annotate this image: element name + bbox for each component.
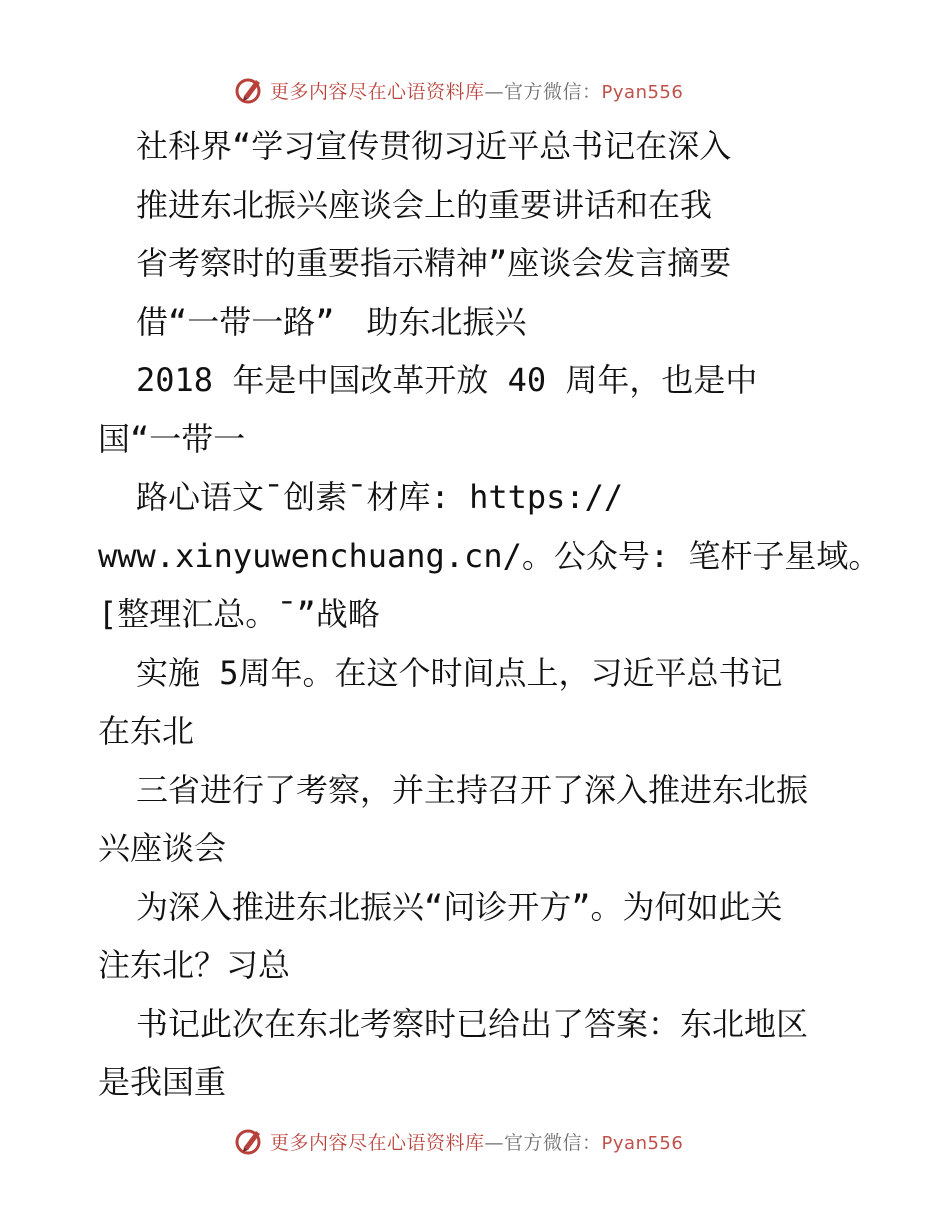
text-line: 三省进行了考察，并主持召开了深入推进东北振 — [136, 770, 809, 809]
text-line: 兴座谈会 — [98, 829, 227, 867]
footer-watermark — [234, 1123, 754, 1159]
text-line: 省考察时的重要指示精神”座谈会发言摘要 — [136, 244, 732, 282]
pen-logo-icon — [234, 1125, 266, 1157]
text-line: 注东北？习总 — [98, 946, 291, 984]
watermark-wechat-id: Pyan556 — [601, 1132, 684, 1154]
watermark-label: 官方微信： — [504, 80, 602, 103]
header-watermark — [234, 72, 754, 108]
text-line: 国“一带一 — [98, 419, 246, 458]
text-line: 在东北 — [98, 712, 195, 750]
text-line: 社科界“学习宣传贯彻习近平总书记在深入 — [136, 127, 732, 165]
watermark-label: 官方微信： — [504, 1131, 602, 1154]
text-line: 书记此次在东北考察时已给出了答案：东北地区 — [136, 1004, 809, 1043]
text-line: [整理汇总。¯”战略 — [98, 595, 380, 633]
text-line: www.xinyuwenchuang.cn/。公众号: 笔杆子星域。 — [98, 536, 881, 575]
watermark-text — [270, 1128, 683, 1155]
pen-logo-icon — [234, 74, 266, 106]
text-line: 是我国重 — [98, 1063, 227, 1101]
watermark-site: 更多内容尽在心语资料库 — [270, 80, 485, 103]
text-line: 为深入推进东北振兴“问诊开方”。为何如此关 — [136, 887, 783, 926]
text-line: 路心语文¯创素¯材库: https:// — [136, 478, 624, 516]
text-line: 实施 5周年。在这个时间点上，习近平总书记 — [136, 653, 783, 692]
text-line: 推进东北振兴座谈会上的重要讲话和在我 — [136, 185, 713, 224]
watermark-text — [270, 77, 683, 104]
watermark-wechat-id: Pyan556 — [601, 81, 684, 103]
watermark-site: 更多内容尽在心语资料库 — [270, 1131, 485, 1154]
text-line: 借“一带一路” 助东北振兴 — [136, 302, 527, 341]
text-line: 2018 年是中国改革开放 40 周年，也是中 — [136, 361, 758, 399]
watermark-dash: — — [484, 80, 505, 103]
document-body — [98, 124, 898, 1119]
watermark-dash: — — [484, 1131, 505, 1154]
